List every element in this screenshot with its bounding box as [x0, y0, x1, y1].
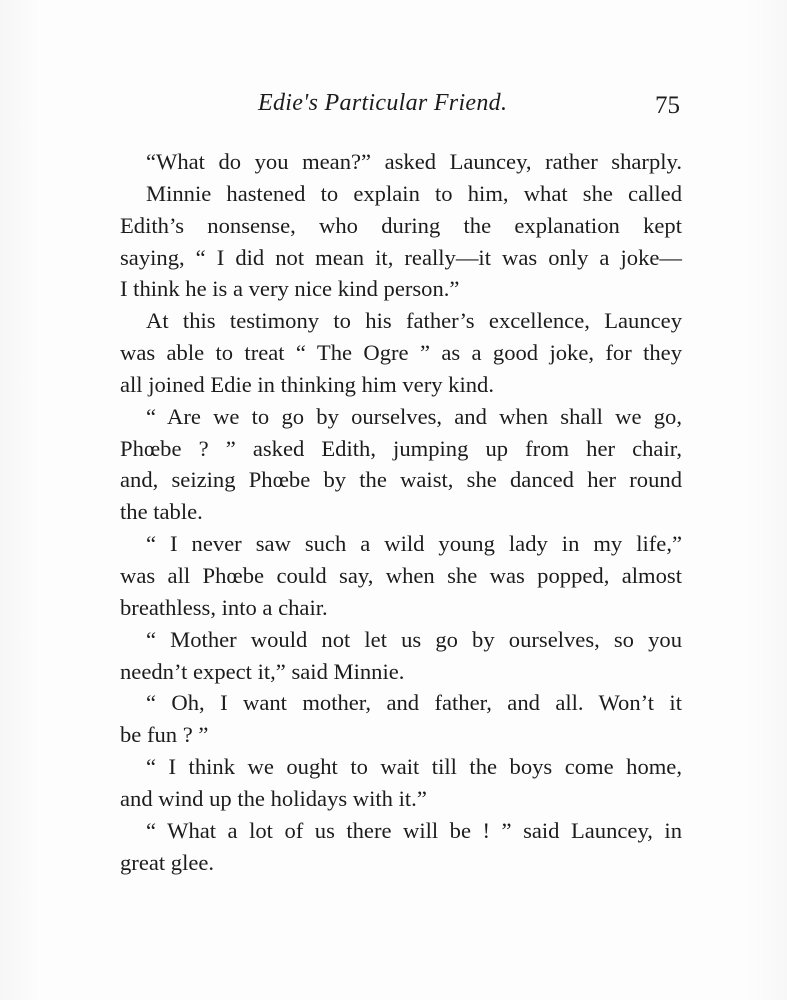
- text-line: “ Oh, I want mother, and father, and all. Won’t it: [146, 690, 682, 716]
- text-line: be fun ? ”: [120, 722, 209, 748]
- text-line: was able to treat “ The Ogre ” as a good joke, for they: [120, 340, 682, 366]
- text-line: “What do you mean?” asked Launcey, rather sharply.: [146, 149, 682, 174]
- text-line: “ I think we ought to wait till the boys come home,: [146, 754, 682, 780]
- text-line: great glee.: [120, 849, 215, 875]
- text-line: the table.: [120, 499, 203, 525]
- body-text: [120, 146, 682, 878]
- text-line: “ Mother would not let us go by ourselves, so you: [146, 626, 682, 652]
- text-line: “ I never saw such a wild young lady in my life,”: [146, 531, 682, 557]
- text-line: needn’t expect it,” said Minnie.: [120, 658, 405, 684]
- text-line: At this testimony to his father’s excellence, Launcey: [146, 308, 682, 334]
- text-line: “ What a lot of us there will be ! ” said Launcey, in: [146, 817, 682, 843]
- page-number: 75: [655, 92, 680, 119]
- text-line: Edith’s nonsense, who during the explanation kept: [120, 212, 682, 238]
- text-line: I think he is a very nice kind person.”: [120, 276, 460, 302]
- text-line: Phœbe ? ” asked Edith, jumping up from her chair,: [120, 435, 682, 461]
- text-line: was all Phœbe could say, when she was popped, almost: [120, 562, 682, 588]
- text-line: breathless, into a chair.: [120, 594, 328, 620]
- text-line: all joined Edie in thinking him very kind.: [120, 371, 494, 397]
- text-line: and, seizing Phœbe by the waist, she danced her round: [120, 467, 682, 493]
- running-head: [120, 88, 682, 128]
- text-line: and wind up the holidays with it.”: [120, 785, 427, 811]
- text-line: saying, “ I did not mean it, really—it was only a joke—: [120, 244, 682, 270]
- running-title: Edie's Particular Friend.: [258, 90, 508, 116]
- text-line: “ Are we to go by ourselves, and when shall we go,: [146, 403, 682, 429]
- text-line: Minnie hastened to explain to him, what she called: [146, 180, 682, 206]
